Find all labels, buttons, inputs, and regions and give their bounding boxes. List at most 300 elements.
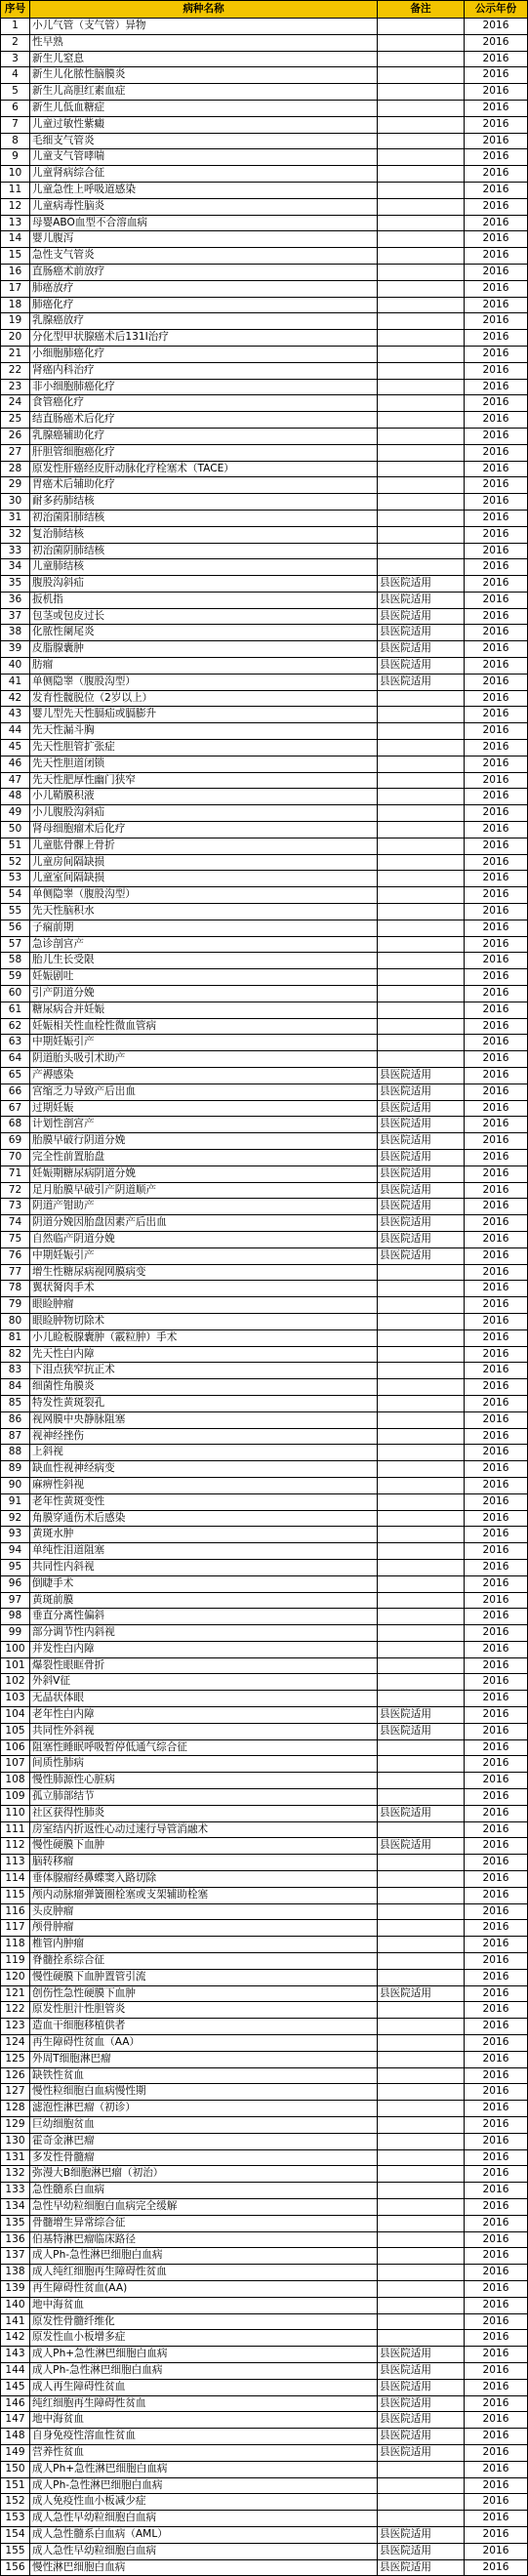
cell-note [378,1527,465,1543]
table-row [1,182,528,198]
cell-year: 2016 [465,1510,528,1527]
cell-note [378,231,465,248]
table-row [1,1018,528,1035]
cell-year: 2016 [465,1805,528,1821]
table-row [1,805,528,822]
cell-note [378,2117,465,2134]
cell-year: 2016 [465,182,528,198]
cell-year: 2016 [465,1018,528,1035]
cell-no: 96 [1,1575,30,1592]
cell-note [378,133,465,149]
cell-year: 2016 [465,1428,528,1445]
cell-name: 小儿鞘膜积液 [30,789,378,805]
cell-year: 2016 [465,2215,528,2231]
cell-note: 县医院适用 [378,1182,465,1199]
cell-note [378,1756,465,1773]
cell-year: 2016 [465,1691,528,1707]
cell-note [378,1477,465,1493]
table-row [1,1133,528,1150]
cell-name: 视网膜中央静脉阻塞 [30,1411,378,1428]
cell-name: 成人Ph+急性淋巴细胞白血病 [30,2461,378,2477]
table-row [1,2395,528,2412]
cell-year: 2016 [465,2101,528,2117]
cell-name: 增生性糖尿病视网膜病变 [30,1264,378,1281]
cell-no: 29 [1,477,30,494]
cell-year: 2016 [465,1707,528,1724]
table-row [1,248,528,265]
table-row [1,723,528,740]
table-row [1,330,528,347]
cell-name: 分化型甲状腺癌术后131I治疗 [30,330,378,347]
cell-note [378,2511,465,2527]
cell-name: 急性早幼粒细胞白血病完全缓解 [30,2198,378,2215]
cell-no: 55 [1,904,30,920]
cell-no: 148 [1,2429,30,2445]
table-row [1,2067,528,2084]
cell-no: 105 [1,1723,30,1739]
cell-no: 16 [1,264,30,280]
cell-no: 24 [1,395,30,412]
cell-name: 垂直分离性偏斜 [30,1609,378,1625]
cell-no: 142 [1,2330,30,2347]
cell-name: 食管癌化疗 [30,395,378,412]
cell-note [378,1937,465,1953]
cell-note [378,2313,465,2330]
table-row [1,494,528,511]
cell-no: 31 [1,510,30,526]
table-row [1,116,528,133]
cell-note [378,2215,465,2231]
cell-year: 2016 [465,2347,528,2363]
cell-no: 60 [1,986,30,1002]
cell-no: 1 [1,19,30,35]
table-row [1,1445,528,1461]
cell-no: 78 [1,1281,30,1297]
cell-note [378,166,465,183]
cell-no: 35 [1,576,30,593]
cell-year: 2016 [465,822,528,838]
cell-no: 54 [1,887,30,904]
cell-no: 86 [1,1411,30,1428]
cell-note [378,198,465,215]
cell-name: 外周T细胞淋巴瘤 [30,2051,378,2067]
cell-name: 成人Ph+急性淋巴细胞白血病 [30,2347,378,2363]
cell-name: 缺血性视神经病变 [30,1461,378,1478]
cell-note [378,395,465,412]
cell-no: 13 [1,215,30,231]
cell-note [378,444,465,461]
table-row [1,2019,528,2035]
cell-name: 成人Ph-急性淋巴细胞白血病 [30,2477,378,2494]
table-row [1,1887,528,1903]
cell-name: 中期妊娠引产 [30,1035,378,1051]
cell-note: 县医院适用 [378,641,465,658]
cell-no: 72 [1,1182,30,1199]
cell-name: 急诊剖宫产 [30,936,378,953]
cell-year: 2016 [465,1527,528,1543]
cell-year: 2016 [465,166,528,183]
table-header [1,1,528,19]
cell-no: 93 [1,1527,30,1543]
table-row [1,1035,528,1051]
cell-no: 120 [1,1969,30,1985]
table-row [1,2526,528,2543]
table-row [1,887,528,904]
table-row [1,871,528,887]
cell-no: 118 [1,1937,30,1953]
table-row [1,215,528,231]
cell-note: 县医院适用 [378,1149,465,1165]
cell-name: 外斜V征 [30,1674,378,1691]
cell-year: 2016 [465,1789,528,1806]
table-row [1,133,528,149]
table-row [1,1100,528,1117]
cell-note [378,707,465,723]
table-row [1,1657,528,1674]
cell-name: 计划性剖宫产 [30,1117,378,1133]
table-row [1,510,528,526]
cell-note [378,1821,465,1838]
cell-note [378,1411,465,1428]
cell-name: 胎儿生长受限 [30,953,378,969]
cell-no: 40 [1,658,30,675]
cell-year: 2016 [465,1657,528,1674]
cell-no: 91 [1,1493,30,1510]
cell-name: 完全性前置胎盘 [30,1149,378,1165]
cell-name: 中期妊娠引产 [30,1247,378,1264]
table-row [1,346,528,362]
cell-note [378,822,465,838]
cell-no: 18 [1,297,30,313]
table-row [1,2149,528,2166]
cell-year: 2016 [465,1035,528,1051]
cell-note: 县医院适用 [378,1805,465,1821]
table-row [1,379,528,395]
table-row [1,1674,528,1691]
cell-name: 毛细支气管炎 [30,133,378,149]
cell-name: 先天性胆管扩张症 [30,740,378,756]
cell-year: 2016 [465,559,528,576]
cell-note [378,182,465,198]
cell-year: 2016 [465,1920,528,1937]
cell-year: 2016 [465,1821,528,1838]
cell-name: 自然临产阴道分娩 [30,1231,378,1247]
cell-name: 新生儿低血糖症 [30,100,378,116]
table-row [1,1691,528,1707]
cell-year: 2016 [465,2429,528,2445]
cell-no: 130 [1,2133,30,2149]
cell-note [378,428,465,444]
cell-name: 先天性脑积水 [30,904,378,920]
cell-no: 64 [1,1051,30,1068]
table-row [1,362,528,379]
cell-year: 2016 [465,231,528,248]
table-row [1,1002,528,1018]
cell-no: 100 [1,1641,30,1657]
cell-no: 41 [1,674,30,690]
table-row [1,1575,528,1592]
cell-no: 38 [1,625,30,641]
cell-note [378,838,465,854]
cell-no: 11 [1,182,30,198]
table-row [1,2133,528,2149]
table-row [1,789,528,805]
cell-year: 2016 [465,477,528,494]
cell-year: 2016 [465,2511,528,2527]
cell-year: 2016 [465,2067,528,2084]
cell-note [378,2461,465,2477]
cell-name: 儿童肱骨髁上骨折 [30,838,378,854]
cell-no: 10 [1,166,30,183]
cell-no: 90 [1,1477,30,1493]
cell-no: 2 [1,34,30,51]
cell-no: 146 [1,2395,30,2412]
cell-year: 2016 [465,2362,528,2379]
table-row [1,1281,528,1297]
cell-name: 再生障碍性贫血（AA） [30,2035,378,2052]
cell-note: 县医院适用 [378,1723,465,1739]
cell-note [378,805,465,822]
cell-year: 2016 [465,871,528,887]
table-row [1,2051,528,2067]
table-row [1,2231,528,2248]
table-row [1,264,528,280]
cell-note [378,1920,465,1937]
cell-note [378,2019,465,2035]
cell-year: 2016 [465,313,528,330]
cell-note [378,2166,465,2183]
cell-note [378,1855,465,1871]
table-row [1,477,528,494]
cell-name: 妊娠相关性血栓性微血管病 [30,1018,378,1035]
cell-name: 先天性胆道闭锁 [30,756,378,772]
cell-no: 81 [1,1329,30,1346]
cell-note [378,1363,465,1379]
cell-year: 2016 [465,543,528,559]
cell-note [378,1871,465,1888]
cell-no: 150 [1,2461,30,2477]
cell-note [378,2084,465,2101]
cell-year: 2016 [465,2330,528,2347]
cell-note: 县医院适用 [378,658,465,675]
cell-name: 婴儿腹泻 [30,231,378,248]
cell-name: 先天性白内障 [30,1346,378,1363]
cell-year: 2016 [465,1068,528,1084]
cell-no: 37 [1,608,30,625]
cell-year: 2016 [465,1903,528,1920]
cell-note: 县医院适用 [378,2559,465,2576]
cell-note: 县医院适用 [378,1231,465,1247]
cell-note [378,67,465,84]
cell-note [378,1379,465,1396]
cell-note [378,34,465,51]
cell-name: 小儿睑板腺囊肿（霰粒肿）手术 [30,1329,378,1346]
cell-no: 152 [1,2494,30,2511]
cell-note [378,1313,465,1329]
cell-year: 2016 [465,740,528,756]
cell-no: 57 [1,936,30,953]
cell-name: 腹股沟斜疝 [30,576,378,593]
cell-year: 2016 [465,1051,528,1068]
cell-name: 慢性硬膜下血肿置管引流 [30,1969,378,1985]
cell-no: 3 [1,51,30,67]
cell-no: 113 [1,1855,30,1871]
table-row [1,412,528,429]
cell-name: 成人纯红细胞再生障碍性贫血 [30,2265,378,2281]
cell-note [378,2149,465,2166]
cell-note [378,1281,465,1297]
cell-name: 婴儿型先天性膈疝或膈膨升 [30,707,378,723]
cell-name: 房室结内折返性心动过速行导管消融术 [30,1821,378,1838]
cell-name: 糖尿病合并妊娠 [30,1002,378,1018]
cell-note [378,215,465,231]
cell-name: 地中海贫血 [30,2297,378,2313]
cell-name: 慢性硬膜下血肿 [30,1838,378,1855]
cell-note: 县医院适用 [378,2429,465,2445]
cell-note [378,2101,465,2117]
table-row [1,1493,528,1510]
cell-no: 45 [1,740,30,756]
table-row [1,1641,528,1657]
cell-no: 126 [1,2067,30,2084]
cell-note: 县医院适用 [378,1247,465,1264]
cell-note: 县医院适用 [378,1707,465,1724]
table-row [1,100,528,116]
cell-no: 83 [1,1363,30,1379]
cell-no: 139 [1,2280,30,2297]
table-row [1,1247,528,1264]
table-row [1,2248,528,2265]
cell-year: 2016 [465,1953,528,1970]
cell-note [378,1264,465,1281]
cell-name: 非小细胞肺癌化疗 [30,379,378,395]
cell-name: 无晶状体眼 [30,1691,378,1707]
cell-note: 县医院适用 [378,2347,465,2363]
cell-no: 68 [1,1117,30,1133]
cell-no: 14 [1,231,30,248]
cell-name: 初治菌阳肺结核 [30,510,378,526]
cell-year: 2016 [465,1461,528,1478]
cell-year: 2016 [465,133,528,149]
cell-name: 阻塞性睡眠呼吸暂停低通气综合征 [30,1739,378,1756]
cell-year: 2016 [465,1838,528,1855]
cell-name: 母婴ABO血型不合溶血病 [30,215,378,231]
cell-no: 128 [1,2101,30,2117]
cell-note [378,543,465,559]
cell-no: 19 [1,313,30,330]
table-row [1,1937,528,1953]
cell-no: 133 [1,2183,30,2199]
cell-note [378,313,465,330]
cell-year: 2016 [465,1543,528,1560]
cell-note: 县医院适用 [378,576,465,593]
cell-year: 2016 [465,1199,528,1215]
cell-note [378,494,465,511]
cell-name: 阴道胎头吸引术助产 [30,1051,378,1068]
cell-no: 42 [1,690,30,707]
cell-note [378,116,465,133]
table-row [1,1313,528,1329]
cell-note [378,1609,465,1625]
cell-no: 58 [1,953,30,969]
cell-no: 116 [1,1903,30,1920]
cell-note [378,1773,465,1789]
table-row [1,690,528,707]
table-row [1,2477,528,2494]
cell-note [378,2280,465,2297]
table-row [1,2379,528,2395]
table-row [1,2198,528,2215]
cell-year: 2016 [465,2019,528,2035]
cell-year: 2016 [465,2133,528,2149]
table-row [1,1329,528,1346]
cell-no: 107 [1,1756,30,1773]
cell-note [378,1035,465,1051]
cell-year: 2016 [465,789,528,805]
cell-note [378,1559,465,1575]
table-row [1,19,528,35]
cell-name: 创伤性急性硬膜下血肿 [30,1985,378,2002]
cell-year: 2016 [465,1592,528,1609]
cell-no: 143 [1,2347,30,2363]
cell-no: 12 [1,198,30,215]
cell-note [378,740,465,756]
cell-no: 85 [1,1395,30,1411]
cell-name: 产褥感染 [30,1068,378,1084]
cell-year: 2016 [465,248,528,265]
cell-year: 2016 [465,1247,528,1264]
cell-year: 2016 [465,1609,528,1625]
cell-no: 121 [1,1985,30,2002]
cell-note [378,477,465,494]
cell-name: 眼睑肿瘤 [30,1297,378,1314]
cell-note [378,100,465,116]
table-row [1,543,528,559]
table-row [1,1182,528,1199]
table-row [1,2444,528,2461]
cell-no: 62 [1,1018,30,1035]
cell-no: 92 [1,1510,30,1527]
table-row [1,1723,528,1739]
cell-no: 71 [1,1165,30,1182]
cell-name: 乳腺癌放疗 [30,313,378,330]
cell-no: 8 [1,133,30,149]
cell-note: 县医院适用 [378,1133,465,1150]
cell-no: 136 [1,2231,30,2248]
cell-note [378,510,465,526]
table-row [1,1838,528,1855]
cell-note [378,1953,465,1970]
cell-name: 头皮肿瘤 [30,1903,378,1920]
table-body [1,19,528,2576]
table-row [1,1739,528,1756]
cell-note: 县医院适用 [378,2379,465,2395]
cell-year: 2016 [465,51,528,67]
cell-name: 慢性淋巴细胞白血病 [30,2559,378,2576]
cell-year: 2016 [465,1182,528,1199]
cell-name: 成人免疫性血小板减少症 [30,2494,378,2511]
cell-note [378,1445,465,1461]
cell-name: 儿童病毒性脑炎 [30,198,378,215]
cell-note: 县医院适用 [378,2412,465,2429]
cell-year: 2016 [465,1674,528,1691]
cell-year: 2016 [465,2395,528,2412]
table-row [1,936,528,953]
table-row [1,986,528,1002]
table-row [1,854,528,871]
cell-year: 2016 [465,1559,528,1575]
cell-year: 2016 [465,2231,528,2248]
